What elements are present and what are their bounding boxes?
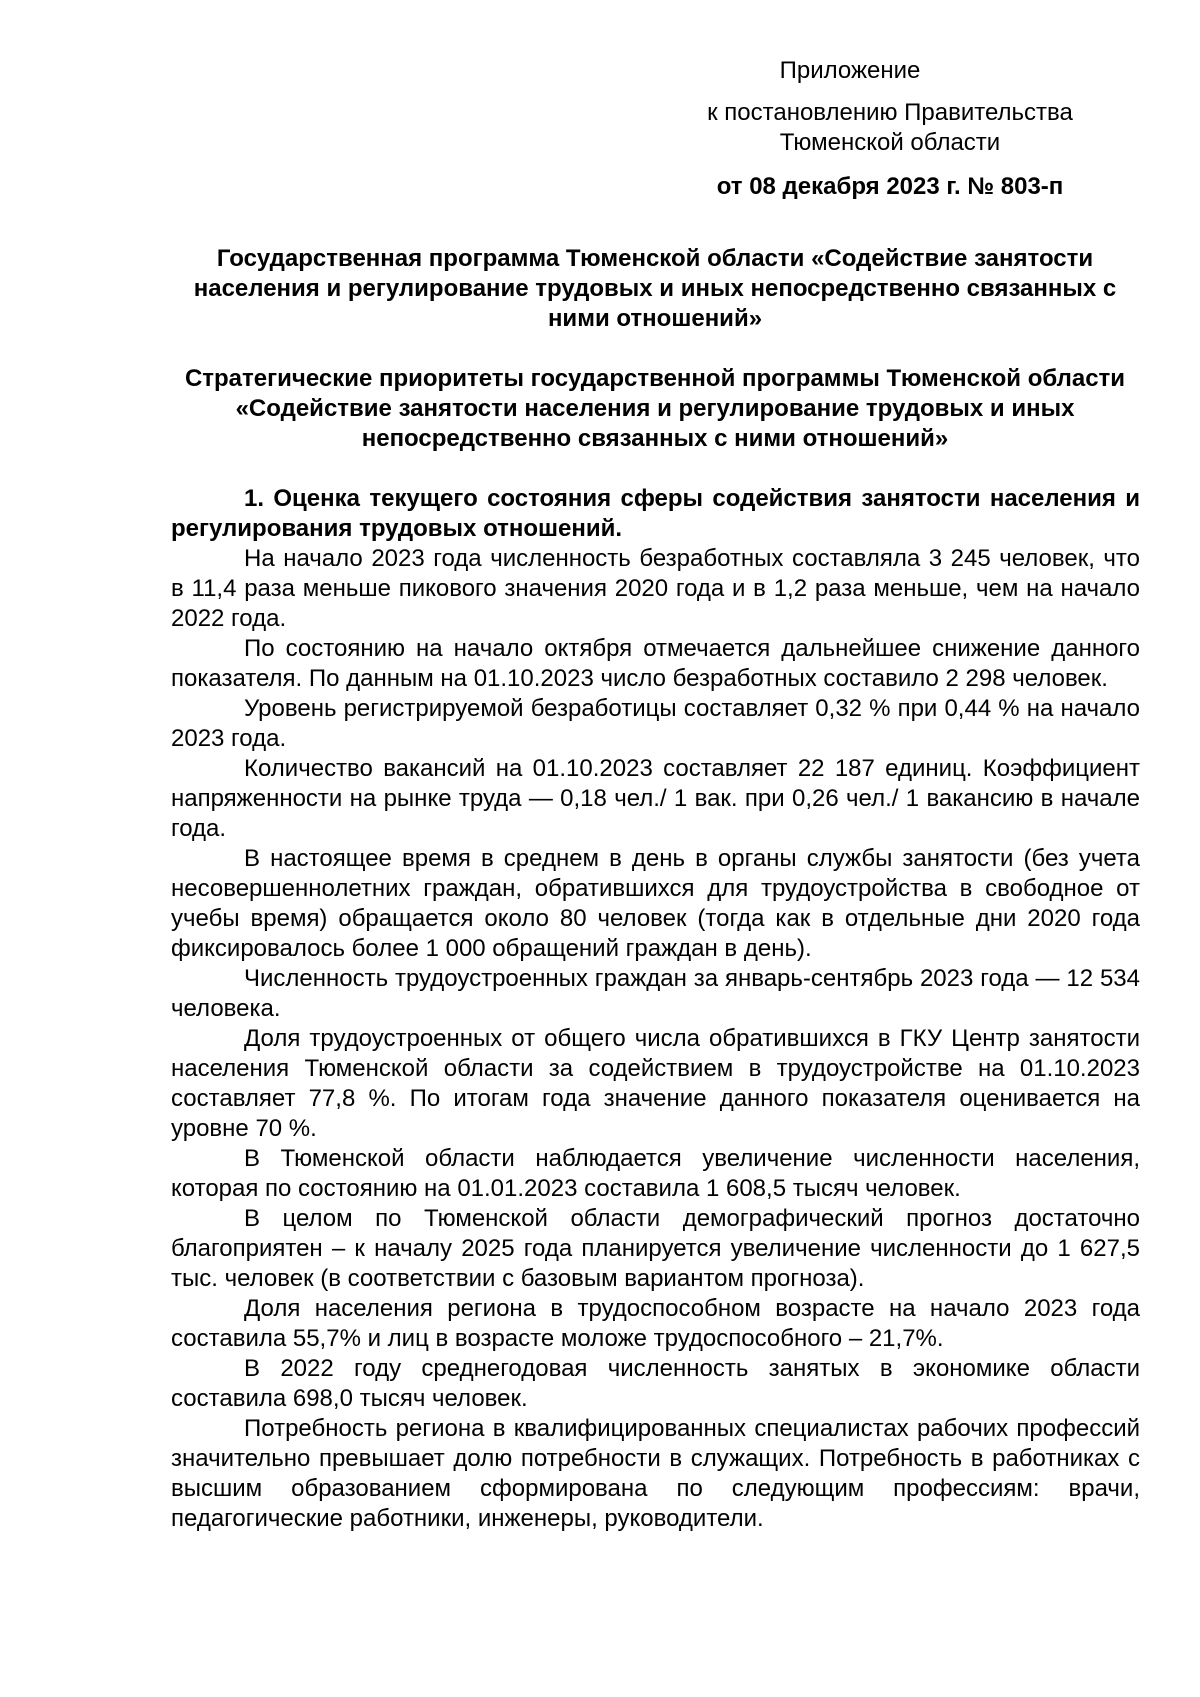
body-paragraph: В целом по Тюменской области демографический прогноз достаточно благоприятен – к началу 2025 года планируется увеличение численности до 1 627,5 тыс. человек (в соответствии с базовым вариантом прогноза). <box>171 1205 1140 1292</box>
body-paragraph: Количество вакансий на 01.10.2023 составляет 22 187 единиц. Коэффициент напряженности на рынке труда — 0,18 чел./ 1 вак. при 0,26 чел./ 1 вакансию в начале года. <box>171 755 1140 842</box>
appendix-resolution-line: к постановлению Правительства <box>707 99 1073 126</box>
section-heading: 1. Оценка текущего состояния сферы содействия занятости населения и регулирования трудовых отношений. <box>171 485 1140 542</box>
document-body <box>171 484 1140 1534</box>
appendix-date-number: от 08 декабря 2023 г. № 803-п <box>716 173 1064 200</box>
body-paragraph: Уровень регистрируемой безработицы составляет 0,32 % при 0,44 % на начало 2023 года. <box>171 695 1140 752</box>
body-paragraph: Потребность региона в квалифицированных специалистах рабочих профессий значительно превышает долю потребности в служащих. Потребность в работниках с высшим образованием сформирована по следующим профессиям: врачи, педагогические работники, инженеры, руководители. <box>171 1415 1140 1532</box>
priorities-title: Стратегические приоритеты государственной программы Тюменской области «Содействие занятости населения и регулирование трудовых и иных непосредственно связанных с ними отношений» <box>184 365 1126 452</box>
body-paragraph: Доля населения региона в трудоспособном возрасте на начало 2023 года составила 55,7% и лиц в возрасте моложе трудоспособного – 21,7%. <box>171 1295 1140 1352</box>
appendix-label: Приложение <box>779 57 921 84</box>
appendix-region-line: Тюменской области <box>779 129 1001 156</box>
body-paragraph: По состоянию на начало октября отмечается дальнейшее снижение данного показателя. По данным на 01.10.2023 число безработных составило 2 298 человек. <box>171 635 1140 692</box>
body-paragraph: На начало 2023 года численность безработных составляла 3 245 человек, что в 11,4 раза меньше пикового значения 2020 года и в 1,2 раза меньше, чем на начало 2022 года. <box>171 545 1140 632</box>
body-paragraph: В настоящее время в среднем в день в органы службы занятости (без учета несовершеннолетних граждан, обратившихся для трудоустройства в свободное от учебы время) обращается около 80 человек (тогда как в отдельные дни 2020 года фиксировалось более 1 000 обращений граждан в день). <box>171 845 1140 962</box>
body-paragraph: Доля трудоустроенных от общего числа обратившихся в ГКУ Центр занятости населения Тюменской области за содействием в трудоустройстве на 01.10.2023 составляет 77,8 %. По итогам года значение данного показателя оценивается на уровне 70 %. <box>171 1025 1140 1142</box>
program-title: Государственная программа Тюменской области «Содействие занятости населения и регулирование трудовых и иных непосредственно связанных с ними отношений» <box>193 245 1117 332</box>
body-paragraph: Численность трудоустроенных граждан за январь-сентябрь 2023 года — 12 534 человека. <box>171 965 1140 1022</box>
body-paragraph: В 2022 году среднегодовая численность занятых в экономике области составила 698,0 тысяч человек. <box>171 1355 1140 1412</box>
body-paragraph: В Тюменской области наблюдается увеличение численности населения, которая по состоянию на 01.01.2023 составила 1 608,5 тысяч человек. <box>171 1145 1140 1202</box>
